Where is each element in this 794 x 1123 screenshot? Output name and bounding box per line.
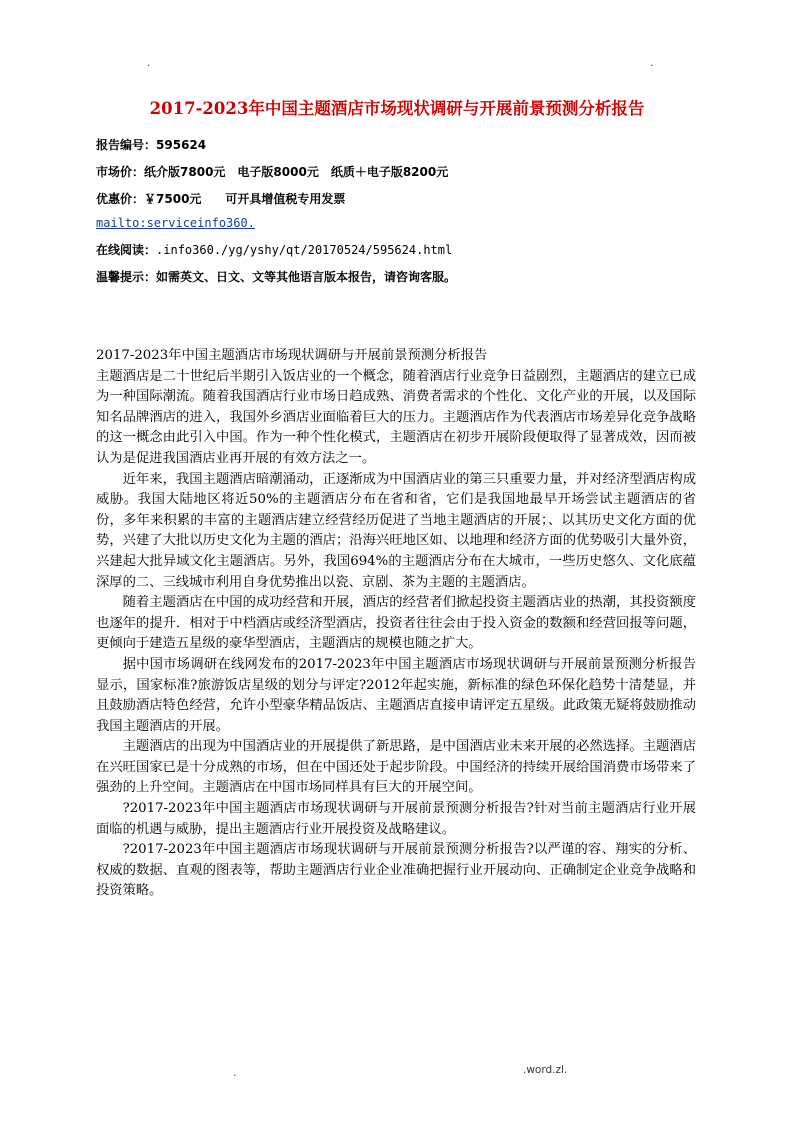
email-link[interactable]: mailto:serviceinfo360. <box>96 216 255 230</box>
body-paragraph-5: 主题酒店的出现为中国酒店业的开展提供了新思路，是中国酒店业未来开展的必然选择。主题酒店在兴旺国家已是十分成熟的市场，但在中国还处于起步阶段。中国经济的持续开展给国消费市场带来了强劲的上升空间。主题酒店在中国市场同样具有巨大的开展空间。 <box>96 739 696 796</box>
market-price-label: 市场价： <box>96 165 145 179</box>
body-paragraph-1: 主题酒店是二十世纪后半期引入饭店业的一个概念，随着酒店行业竞争日益剧烈，主题酒店的建立已成为一种国际潮流。随着我国酒店行业市场日趋成熟、消费者需求的个性化、文化产业的开展，以及国际知名品牌酒店的进入，我国外乡酒店业面临着巨大的压力。主题酒店作为代表酒店市场差异化竞争战略的这一概念由此引入中国。作为一种个性化模式，主题酒店在初步开展阶段便取得了显著成效，因而被认为是促进我国酒店业再开展的有效方法之一。 <box>96 368 696 466</box>
body-paragraph-6: ?2017-2023年中国主题酒店市场现状调研与开展前景预测分析报告?针对当前主题酒店行业开展面临的机遇与威胁，提出主题酒店行业开展投资及战略建议。 <box>96 801 696 837</box>
footer-mark-left: . <box>233 1066 237 1079</box>
market-price-line <box>96 163 448 180</box>
discount-price-line <box>96 190 345 207</box>
header-mark-right: . <box>650 56 654 69</box>
body-paragraph-2: 近年来，我国主题酒店暗潮涌动，正逐渐成为中国酒店业的第三只重要力量，并对经济型酒店构成威胁。我国大陆地区将近50%的主题酒店分布在省和省，它们是我国地最早开场尝试主题酒店的省份，多年来积累的丰富的主题酒店建立经营经历促进了当地主题酒店的开展；、以其历史文化方面的优势，兴建了大批以历史文化为主题的酒店；沿海兴旺地区如、以地理和经济方面的优势吸引大量外资，兴建起大批异域文化主题酒店。另外，我国694%的主题酒店分布在大城市，一些历史悠久、文化底蕴深厚的二、三线城市利用自身优势推出以瓷、京剧、茶为主题的主题酒店。 <box>96 471 696 590</box>
header-mark-left: . <box>147 56 151 69</box>
body-paragraph-4: 据中国市场调研在线网发布的2017-2023年中国主题酒店市场现状调研与开展前景预测分析报告显示，国家标准?旅游饭店星级的划分与评定?2012年起实施，新标准的绿色环保化趋势十清楚显，并且鼓励酒店特色经营，允许小型豪华精品饭店、主题酒店直接申请评定五星级。此政策无疑将鼓励推动我国主题酒店的开展。 <box>96 656 696 734</box>
body-paragraph-7: ?2017-2023年中国主题酒店市场现状调研与开展前景预测分析报告?以严谨的容、翔实的分析、权威的数据、直观的图表等，帮助主题酒店行业企业准确把握行业开展动向、正确制定企业竞争战略和投资策略。 <box>96 842 696 899</box>
online-read-url[interactable]: .info360./yg/yshy/qt/20170524/595624.html <box>156 243 453 257</box>
body-heading: 2017-2023年中国主题酒店市场现状调研与开展前景预测分析报告 <box>96 348 488 363</box>
report-code-line <box>96 136 206 153</box>
market-price-value: 纸介版7800元 电子版8000元 纸质＋电子版8200元 <box>144 165 449 179</box>
language-tip: 温馨提示：如需英文、日文、文等其他语言版本报告，请咨询客服。 <box>96 270 457 284</box>
discount-price-label: 优惠价： <box>96 192 145 206</box>
body-paragraph-3: 随着主题酒店在中国的成功经营和开展，酒店的经营者们掀起投资主题酒店业的热潮，其投资额度也逐年的提升．相对于中档酒店或经济型酒店，投资者往往会由于投入资金的数额和经营回报等问题，更倾向于建造五星级的豪华型酒店，主题酒店的规模也随之扩大。 <box>96 595 696 652</box>
online-read-line <box>96 241 452 258</box>
report-title: 2017-2023年中国主题酒店市场现状调研与开展前景预测分析报告 <box>149 99 645 118</box>
report-body <box>96 346 696 902</box>
report-code-value: 595624 <box>156 138 207 152</box>
online-read-label: 在线阅读： <box>96 243 157 257</box>
discount-price-value: ￥7500元 可开具增值税专用发票 <box>144 192 346 206</box>
footer-mark-right: .word.zl. <box>523 1064 568 1076</box>
report-code-label: 报告编号： <box>96 138 157 152</box>
